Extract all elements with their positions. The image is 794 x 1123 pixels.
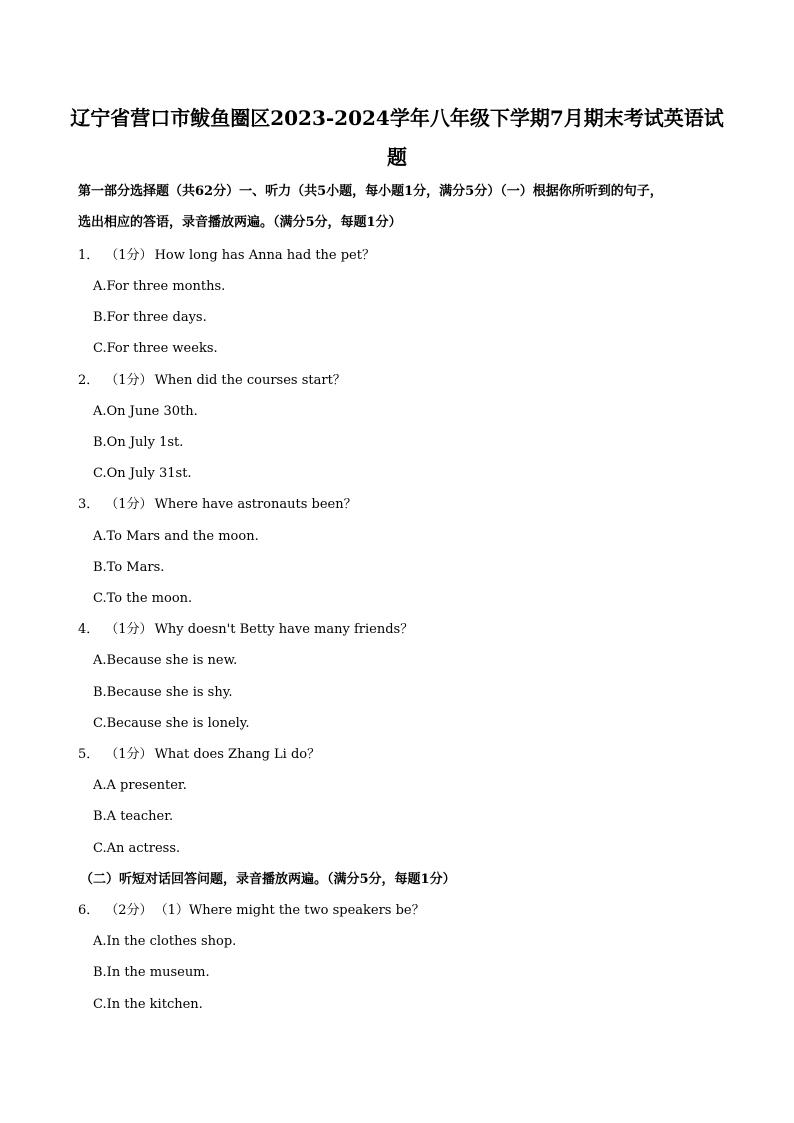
question-1-option-c: C.For three weeks. (93, 341, 218, 356)
question-1 (78, 246, 375, 266)
question-4-option-c: C.Because she is lonely. (93, 716, 250, 731)
question-score: （1分） (105, 747, 153, 762)
question-text: Where have astronauts been？ (154, 497, 357, 512)
question-6-option-c: C.In the kitchen. (93, 997, 203, 1012)
question-number: 5． (78, 747, 100, 762)
question-3-option-a: A.To Mars and the moon. (93, 529, 259, 544)
part1-header-line-1: 第一部分选择题（共62分）一、听力（共5小题，每小题1分，满分5分）（一）根据你所听到的句子， (78, 184, 663, 199)
question-4 (78, 620, 413, 640)
question-text: （1）Where might the two speakers be？ (154, 903, 425, 918)
question-text: Why doesn't Betty have many friends？ (154, 622, 414, 637)
question-4-option-a: A.Because she is new. (93, 653, 238, 668)
question-2 (78, 371, 346, 391)
question-1-option-a: A.For three months. (93, 279, 226, 294)
question-number: 2． (78, 373, 100, 388)
question-score: （1分） (105, 497, 153, 512)
question-number: 1． (78, 248, 100, 263)
question-4-option-b: B.Because she is shy. (93, 685, 233, 700)
question-text: How long has Anna had the pet？ (154, 248, 375, 263)
question-2-option-c: C.On July 31st. (93, 466, 192, 481)
question-score: （1分） (105, 622, 153, 637)
question-3-option-c: C.To the moon. (93, 591, 193, 606)
question-5-option-a: A.A presenter. (93, 778, 187, 793)
question-number: 6． (78, 903, 100, 918)
question-3-option-b: B.To Mars. (93, 560, 165, 575)
part2-header: （二）听短对话回答问题，录音播放两遍。（满分5分，每题1分） (80, 872, 456, 887)
question-score: （1分） (105, 373, 153, 388)
question-5-option-c: C.An actress. (93, 841, 181, 856)
part1-header-line-2: 选出相应的答语，录音播放两遍。（满分5分，每题1分） (78, 215, 402, 230)
question-score: （2分） (105, 903, 153, 918)
question-2-option-b: B.On July 1st. (93, 435, 184, 450)
question-5-option-b: B.A teacher. (93, 809, 174, 824)
question-text: What does Zhang Li do？ (154, 747, 321, 762)
exam-title-line-2: 题 (387, 145, 407, 169)
question-5 (78, 745, 320, 765)
question-6-option-b: B.In the museum. (93, 965, 210, 980)
question-2-option-a: A.On June 30th. (93, 404, 198, 419)
question-1-option-b: B.For three days. (93, 310, 207, 325)
exam-title-line-1: 辽宁省营口市鲅鱼圈区2023-2024学年八年级下学期7月期末考试英语试 (70, 106, 724, 130)
question-number: 4． (78, 622, 100, 637)
question-text: When did the courses start？ (154, 373, 346, 388)
question-number: 3． (78, 497, 100, 512)
question-score: （1分） (105, 248, 153, 263)
question-3 (78, 495, 357, 515)
question-6-option-a: A.In the clothes shop. (93, 934, 237, 949)
question-6 (78, 901, 425, 921)
